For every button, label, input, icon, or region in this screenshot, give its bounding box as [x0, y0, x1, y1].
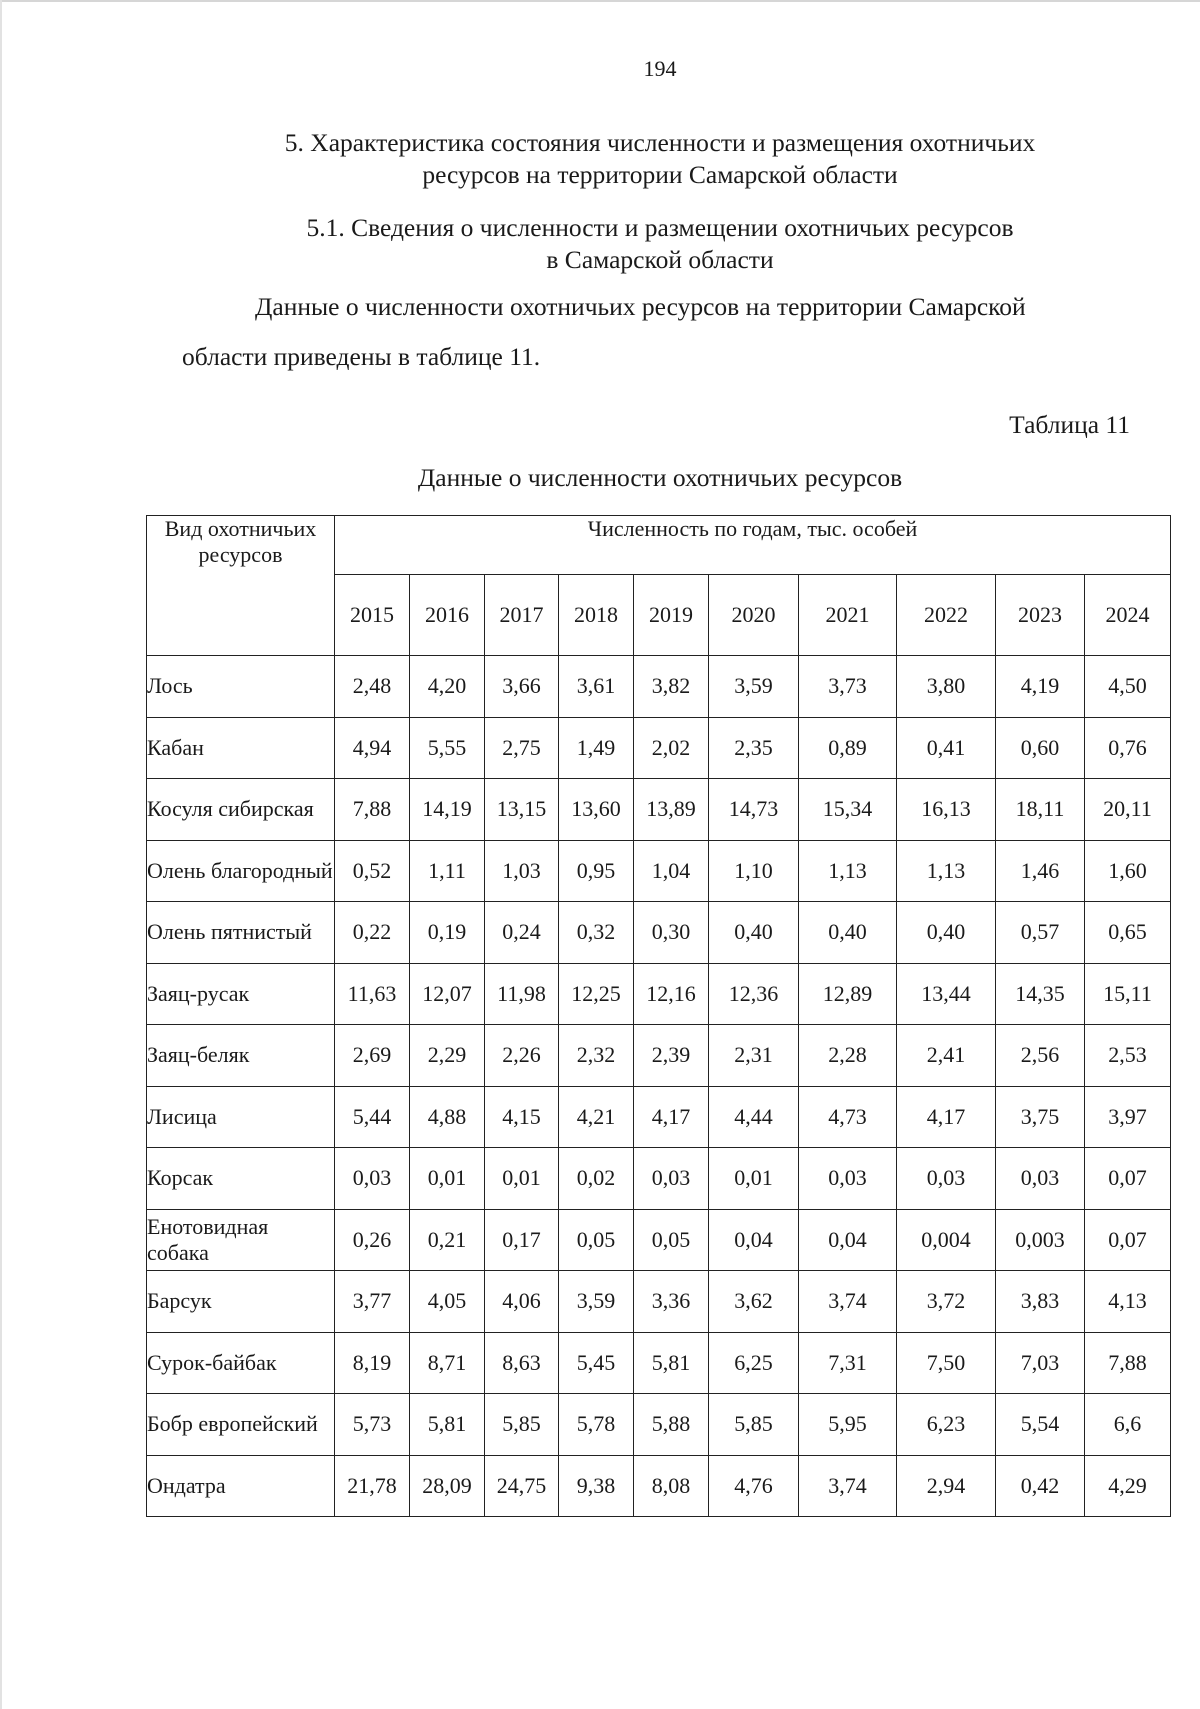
population-value: 2,53	[1085, 1025, 1171, 1087]
intro-paragraph-line-1: Данные о численности охотничьих ресурсов на территории Самарской	[255, 292, 1026, 321]
population-value: 11,98	[485, 963, 559, 1025]
population-value: 0,24	[485, 902, 559, 964]
population-value: 13,44	[897, 963, 996, 1025]
population-value: 0,01	[709, 1148, 799, 1210]
population-value: 0,05	[559, 1209, 634, 1271]
population-value: 16,13	[897, 779, 996, 841]
population-value: 2,31	[709, 1025, 799, 1087]
population-value: 14,35	[996, 963, 1085, 1025]
population-value: 12,07	[410, 963, 485, 1025]
population-value: 5,78	[559, 1394, 634, 1456]
population-value: 3,61	[559, 656, 634, 718]
population-value: 12,36	[709, 963, 799, 1025]
table-row	[147, 1455, 1171, 1517]
table-row	[147, 1271, 1171, 1333]
year-header: 2021	[799, 575, 897, 656]
population-table	[146, 515, 1171, 1517]
population-value: 0,95	[559, 840, 634, 902]
population-value: 5,54	[996, 1394, 1085, 1456]
population-value: 3,74	[799, 1455, 897, 1517]
species-name: Лисица	[147, 1086, 335, 1148]
population-value: 0,40	[897, 902, 996, 964]
year-header: 2018	[559, 575, 634, 656]
population-value: 2,35	[709, 717, 799, 779]
table-row	[147, 1332, 1171, 1394]
year-header: 2016	[410, 575, 485, 656]
population-value: 4,50	[1085, 656, 1171, 718]
population-value: 0,003	[996, 1209, 1085, 1271]
population-value: 4,94	[335, 717, 410, 779]
population-value: 5,73	[335, 1394, 410, 1456]
species-name: Барсук	[147, 1271, 335, 1333]
subsection-heading	[120, 212, 1200, 276]
population-value: 0,40	[709, 902, 799, 964]
species-name: Кабан	[147, 717, 335, 779]
population-value: 5,55	[410, 717, 485, 779]
population-value: 2,69	[335, 1025, 410, 1087]
table-row	[147, 1209, 1171, 1271]
table-row	[147, 902, 1171, 964]
population-value: 0,02	[559, 1148, 634, 1210]
population-value: 4,19	[996, 656, 1085, 718]
population-value: 4,13	[1085, 1271, 1171, 1333]
population-value: 5,85	[485, 1394, 559, 1456]
population-value: 2,26	[485, 1025, 559, 1087]
species-name: Бобр европейский	[147, 1394, 335, 1456]
population-value: 1,03	[485, 840, 559, 902]
table-row	[147, 1148, 1171, 1210]
population-value: 0,004	[897, 1209, 996, 1271]
population-value: 28,09	[410, 1455, 485, 1517]
species-name: Косуля сибирская	[147, 779, 335, 841]
population-value: 2,32	[559, 1025, 634, 1087]
population-value: 0,40	[799, 902, 897, 964]
population-value: 0,89	[799, 717, 897, 779]
population-value: 7,03	[996, 1332, 1085, 1394]
table-row	[147, 1086, 1171, 1148]
population-value: 0,03	[335, 1148, 410, 1210]
population-value: 7,50	[897, 1332, 996, 1394]
population-value: 0,17	[485, 1209, 559, 1271]
year-header: 2020	[709, 575, 799, 656]
scan-edge-left	[0, 0, 2, 1709]
population-value: 12,25	[559, 963, 634, 1025]
population-value: 3,36	[634, 1271, 709, 1333]
species-name: Олень благородный	[147, 840, 335, 902]
population-value: 5,45	[559, 1332, 634, 1394]
population-value: 2,48	[335, 656, 410, 718]
population-value: 4,20	[410, 656, 485, 718]
population-value: 1,04	[634, 840, 709, 902]
population-value: 3,62	[709, 1271, 799, 1333]
population-value: 9,38	[559, 1455, 634, 1517]
scan-edge-top	[0, 0, 1200, 2]
population-value: 4,29	[1085, 1455, 1171, 1517]
subsection-heading-line-1: 5.1. Сведения о численности и размещении охотничьих ресурсов	[306, 213, 1014, 242]
population-value: 7,88	[1085, 1332, 1171, 1394]
year-header: 2022	[897, 575, 996, 656]
section-heading-line-1: 5. Характеристика состояния численности и размещения охотничьих	[284, 128, 1036, 157]
population-value: 4,17	[634, 1086, 709, 1148]
population-value: 1,11	[410, 840, 485, 902]
species-column-header: Вид охотничьих ресурсов	[147, 516, 335, 656]
population-value: 5,81	[410, 1394, 485, 1456]
population-value: 3,66	[485, 656, 559, 718]
population-value: 1,10	[709, 840, 799, 902]
population-value: 4,88	[410, 1086, 485, 1148]
population-value: 0,60	[996, 717, 1085, 779]
population-value: 1,13	[799, 840, 897, 902]
population-value: 4,05	[410, 1271, 485, 1333]
population-value: 0,76	[1085, 717, 1171, 779]
population-value: 12,16	[634, 963, 709, 1025]
species-name: Сурок-байбак	[147, 1332, 335, 1394]
population-value: 13,60	[559, 779, 634, 841]
year-header: 2023	[996, 575, 1085, 656]
population-value: 2,39	[634, 1025, 709, 1087]
year-header: 2017	[485, 575, 559, 656]
population-value: 0,01	[485, 1148, 559, 1210]
table-row	[147, 963, 1171, 1025]
population-value: 4,15	[485, 1086, 559, 1148]
population-value: 5,95	[799, 1394, 897, 1456]
table-caption: Данные о численности охотничьих ресурсов	[417, 463, 903, 492]
population-value: 13,89	[634, 779, 709, 841]
table-label: Таблица 11	[1009, 410, 1130, 439]
population-value: 6,25	[709, 1332, 799, 1394]
population-value: 0,32	[559, 902, 634, 964]
species-name: Заяц-беляк	[147, 1025, 335, 1087]
population-value: 5,85	[709, 1394, 799, 1456]
table-row	[147, 840, 1171, 902]
population-value: 0,03	[634, 1148, 709, 1210]
population-value: 7,88	[335, 779, 410, 841]
population-value: 3,59	[559, 1271, 634, 1333]
population-value: 0,03	[799, 1148, 897, 1210]
population-value: 4,73	[799, 1086, 897, 1148]
years-group-header: Численность по годам, тыс. особей	[335, 516, 1171, 575]
population-value: 12,89	[799, 963, 897, 1025]
population-value: 0,19	[410, 902, 485, 964]
population-value: 18,11	[996, 779, 1085, 841]
population-value: 3,80	[897, 656, 996, 718]
population-value: 0,41	[897, 717, 996, 779]
population-value: 4,21	[559, 1086, 634, 1148]
population-value: 14,19	[410, 779, 485, 841]
population-value: 0,21	[410, 1209, 485, 1271]
population-value: 0,07	[1085, 1209, 1171, 1271]
species-name: Заяц-русак	[147, 963, 335, 1025]
population-value: 4,44	[709, 1086, 799, 1148]
population-value: 2,94	[897, 1455, 996, 1517]
population-value: 1,13	[897, 840, 996, 902]
table-row	[147, 779, 1171, 841]
population-value: 4,17	[897, 1086, 996, 1148]
population-value: 3,72	[897, 1271, 996, 1333]
population-value: 8,71	[410, 1332, 485, 1394]
population-value: 0,57	[996, 902, 1085, 964]
population-value: 3,77	[335, 1271, 410, 1333]
species-name: Олень пятнистый	[147, 902, 335, 964]
population-value: 0,04	[799, 1209, 897, 1271]
population-value: 5,81	[634, 1332, 709, 1394]
population-value: 1,46	[996, 840, 1085, 902]
table-row	[147, 1025, 1171, 1087]
population-value: 7,31	[799, 1332, 897, 1394]
population-value: 3,73	[799, 656, 897, 718]
page-number: 194	[643, 56, 677, 81]
table-row	[147, 656, 1171, 718]
population-value: 3,83	[996, 1271, 1085, 1333]
section-heading-line-2: ресурсов на территории Самарской области	[422, 160, 898, 189]
population-value: 8,08	[634, 1455, 709, 1517]
section-heading	[120, 127, 1200, 191]
population-value: 11,63	[335, 963, 410, 1025]
population-value: 1,49	[559, 717, 634, 779]
population-value: 5,88	[634, 1394, 709, 1456]
population-value: 0,05	[634, 1209, 709, 1271]
population-value: 0,42	[996, 1455, 1085, 1517]
population-value: 5,44	[335, 1086, 410, 1148]
population-value: 2,41	[897, 1025, 996, 1087]
species-name: Лось	[147, 656, 335, 718]
population-value: 2,28	[799, 1025, 897, 1087]
population-value: 0,65	[1085, 902, 1171, 964]
table-row	[147, 717, 1171, 779]
population-value: 3,59	[709, 656, 799, 718]
population-value: 20,11	[1085, 779, 1171, 841]
population-value: 21,78	[335, 1455, 410, 1517]
population-value: 6,6	[1085, 1394, 1171, 1456]
population-value: 0,03	[897, 1148, 996, 1210]
year-header: 2019	[634, 575, 709, 656]
population-value: 0,22	[335, 902, 410, 964]
population-value: 0,04	[709, 1209, 799, 1271]
population-value: 6,23	[897, 1394, 996, 1456]
population-value: 24,75	[485, 1455, 559, 1517]
population-value: 0,26	[335, 1209, 410, 1271]
population-value: 3,75	[996, 1086, 1085, 1148]
population-value: 3,82	[634, 656, 709, 718]
population-value: 2,02	[634, 717, 709, 779]
population-value: 15,11	[1085, 963, 1171, 1025]
population-value: 15,34	[799, 779, 897, 841]
population-value: 4,06	[485, 1271, 559, 1333]
subsection-heading-line-2: в Самарской области	[546, 245, 774, 274]
population-value: 0,52	[335, 840, 410, 902]
species-name: Енотовидная собака	[147, 1209, 335, 1271]
year-header: 2015	[335, 575, 410, 656]
intro-paragraph-line-2: области приведены в таблице 11.	[182, 342, 541, 371]
table-row	[147, 1394, 1171, 1456]
population-value: 1,60	[1085, 840, 1171, 902]
species-name: Ондатра	[147, 1455, 335, 1517]
table-body	[147, 656, 1171, 1517]
population-value: 2,56	[996, 1025, 1085, 1087]
year-header: 2024	[1085, 575, 1171, 656]
population-value: 0,07	[1085, 1148, 1171, 1210]
population-value: 0,01	[410, 1148, 485, 1210]
population-value: 8,63	[485, 1332, 559, 1394]
population-value: 3,97	[1085, 1086, 1171, 1148]
population-value: 4,76	[709, 1455, 799, 1517]
population-value: 2,29	[410, 1025, 485, 1087]
population-value: 14,73	[709, 779, 799, 841]
population-value: 0,30	[634, 902, 709, 964]
population-value: 3,74	[799, 1271, 897, 1333]
population-value: 8,19	[335, 1332, 410, 1394]
population-value: 2,75	[485, 717, 559, 779]
population-value: 13,15	[485, 779, 559, 841]
table-header-row	[147, 516, 1171, 575]
population-value: 0,03	[996, 1148, 1085, 1210]
species-name: Корсак	[147, 1148, 335, 1210]
